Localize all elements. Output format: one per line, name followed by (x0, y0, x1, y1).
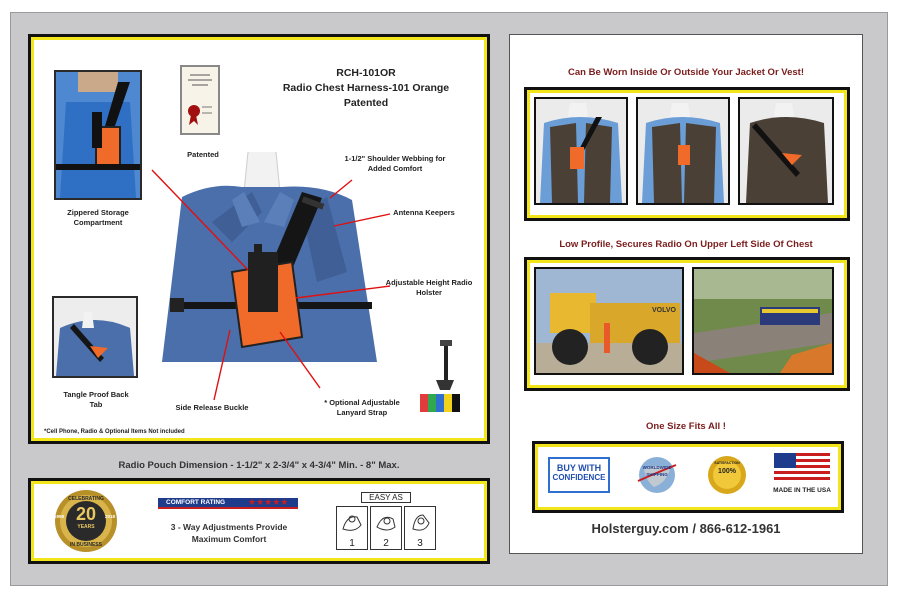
seal-year-end: 2018 (105, 514, 116, 519)
easy-as-label: EASY AS (361, 492, 411, 503)
step-1-box (336, 506, 368, 550)
vest-photos (530, 93, 838, 209)
hand-step-2-icon (371, 507, 401, 537)
patented-label: Patented (187, 150, 219, 159)
zippered-storage-label: Zippered Storage Compartment (67, 208, 129, 227)
low-profile-heading: Low Profile, Secures Radio On Upper Left Side Of Chest (559, 239, 813, 250)
badge-world-line2: SHIPPING (646, 472, 668, 477)
made-in-usa-label: MADE IN THE USA (773, 487, 831, 494)
radio-pouch-dimension: Radio Pouch Dimension - 1-1/2" x 2-3/4" x 4-3/4" Min. - 8" Max. (118, 460, 400, 471)
step-1-number: 1 (349, 538, 355, 549)
step-2-box (370, 506, 402, 550)
lanyard-strap-image (414, 340, 468, 420)
contact-website-phone[interactable]: Holsterguy.com / 866-612-1961 (591, 521, 781, 536)
seal-years-number: 20 (75, 504, 97, 524)
worn-inside-outside-heading: Can Be Worn Inside Or Outside Your Jacket Or Vest! (568, 67, 804, 78)
comfort-rating-bar (158, 498, 298, 509)
badge-guarantee-percent: 100% (718, 468, 736, 475)
side-release-buckle-label: Side Release Buckle (175, 403, 249, 412)
antenna-keepers-label: Antenna Keepers (393, 208, 455, 217)
step-2-number: 2 (383, 538, 389, 549)
product-patented: Patented (343, 97, 389, 109)
badge-buy-line2: CONFIDENCE (552, 473, 606, 482)
satisfaction-guarantee-seal (706, 453, 748, 497)
badge-world-line1: WORLDWIDE (642, 465, 672, 470)
vest-photos-frame (524, 87, 850, 221)
easy-as-box (336, 492, 436, 552)
lanyard-strap-label: * Optional Adjustable Lanyard Strap (324, 398, 400, 417)
product-name: Radio Chest Harness-101 Orange (282, 82, 450, 94)
usa-flag-icon (774, 453, 830, 483)
industrial-photos (530, 263, 838, 379)
badge-buy-line1: BUY WITH (556, 463, 602, 473)
step-3-box (404, 506, 436, 550)
badge-satisfaction-text: SATISFACTION (714, 461, 740, 465)
comfort-rating-label: COMFORT RATING (166, 499, 226, 506)
features-banner (28, 478, 490, 564)
seal-in-business: IN BUSINESS (70, 542, 102, 548)
adjustments-line1: 3 - Way Adjustments Provide (170, 522, 288, 532)
comfort-stars: ★★★★★ (248, 497, 289, 507)
industrial-photos-frame (524, 257, 850, 391)
usage-panel (509, 34, 863, 554)
shoulder-webbing-label: 1-1/2" Shoulder Webbing for Added Comfort (344, 154, 446, 173)
adjustments-line2: Maximum Comfort (191, 534, 267, 544)
adjustable-height-label: Adjustable Height Radio Holster (385, 278, 473, 297)
seal-years-word: YEARS (77, 524, 95, 530)
back-view-illustration (54, 298, 136, 376)
tangle-proof-label: Tangle Proof Back Tab (63, 390, 129, 409)
seal-year-start: 1998 (54, 514, 65, 519)
footnote-not-included: *Cell Phone, Radio & Optional Items Not included (44, 429, 185, 435)
seal-celebrating: CELEBRATING (68, 496, 104, 502)
product-model: RCH-101OR (336, 67, 396, 79)
product-feature-panel (28, 34, 490, 444)
hand-step-3-icon (405, 507, 435, 537)
buy-with-confidence-badge (548, 457, 610, 493)
tangle-proof-back-photo (52, 296, 138, 378)
trust-badges-frame (532, 441, 844, 513)
step-3-number: 3 (417, 538, 423, 549)
hand-step-1-icon (337, 507, 367, 537)
vehicle-brand-text: VOLVO (652, 307, 676, 314)
one-size-heading: One Size Fits All ! (646, 421, 726, 432)
